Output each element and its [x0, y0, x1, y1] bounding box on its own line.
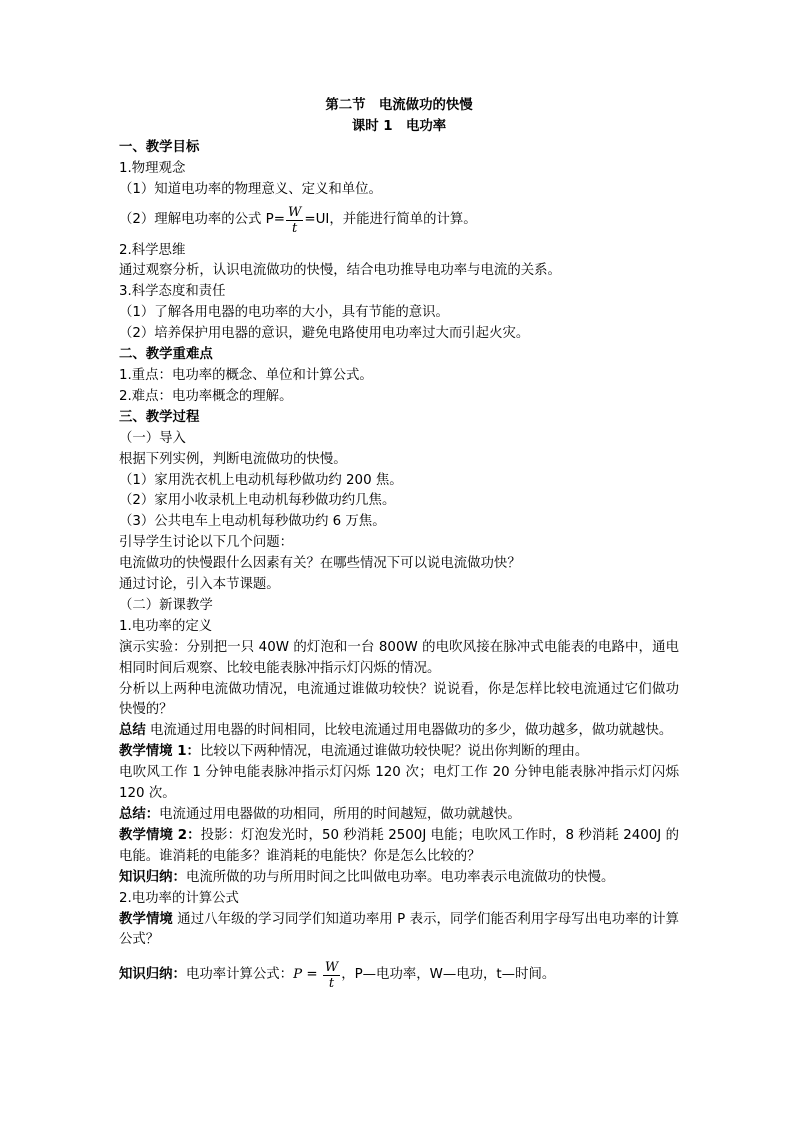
intro-heading: （一）导入	[119, 430, 186, 446]
knowledge-2-suffix: ，P—电功率，W—电功，t—时间。	[341, 966, 556, 982]
scenario-1-label: 教学情境 1：	[119, 744, 200, 760]
formula-numerator: W	[324, 959, 339, 975]
physics-concept-heading: 1.物理观念	[119, 160, 186, 176]
difficult-point: 2.难点：电功率概念的理解。	[119, 388, 293, 404]
guide-text: 引导学生讨论以下几个问题：	[119, 535, 294, 551]
section-title: 第二节 电流做功的快慢	[325, 98, 473, 113]
summary-2-paragraph	[119, 805, 679, 826]
scenario-1-paragraph	[119, 742, 679, 763]
demo-paragraph: 演示实验：分别把一只 40W 的灯泡和一台 800W 的电吹风接在脉冲式电能表的电路中，通电相同时间后观察、比较电能表脉冲指示灯闪烁的情况。	[119, 639, 679, 676]
formula-heading: 2.电功率的计算公式	[119, 890, 239, 906]
goal-item-2	[119, 201, 679, 241]
scenario-3-label: 教学情境	[119, 911, 173, 927]
formula-denominator: t	[328, 975, 335, 991]
goal-item-1: （1）知道电功率的物理意义、定义和单位。	[119, 181, 382, 197]
scenario-3-text: 通过八年级的学习同学们知道功率用 P 表示，同学们能否利用字母写出电功率的计算公式？	[119, 911, 680, 948]
summary-2-text: 电流通过用电器做的功相同，所用的时间越短，做功就越快。	[159, 807, 521, 822]
scenario-1-text: 比较以下两种情况，电流通过谁做功较快呢？说出你判断的理由。	[199, 744, 589, 760]
knowledge-1-text: 电流所做的功与所用时间之比叫做电功率。电功率表示电流做功的快慢。	[185, 869, 615, 885]
knowledge-2-prefix: 电功率计算公式：	[185, 966, 294, 982]
knowledge-2-paragraph	[119, 955, 679, 995]
scenario-2-text: 投影：灯泡发光时，50 秒消耗 2500J 电能；电吹风工作时，8 秒消耗 2400J 的电能。谁消耗的电能多？谁消耗的电能快？你是怎么比较的？	[119, 827, 679, 864]
attitude-item-2: （2）培养保护用电器的意识，避免电路使用电功率过大而引起火灾。	[119, 326, 530, 342]
knowledge-1-paragraph	[119, 868, 679, 889]
scenario-3-paragraph	[119, 910, 679, 952]
analysis-paragraph: 分析以上两种电流做功情况，电流通过谁做功较快？说说看，你是怎样比较电流通过它们做功快慢的？	[119, 681, 679, 718]
document-page	[119, 96, 679, 995]
goal-item-2-suffix: =UI，并能进行简单的计算。	[304, 212, 477, 228]
summary-1-label: 总结	[119, 723, 146, 739]
attitude-item-1: （1）了解各用电器的电功率的大小，具有节能的意识。	[119, 305, 449, 321]
question-text: 电流做功的快慢跟什么因素有关？在哪些情况下可以说电流做功快？	[119, 556, 521, 572]
summary-1-text: 电流通过用电器的时间相同，比较电流通过用电器做功的多少，做功越多，做功就越快。	[145, 723, 673, 739]
formula-equals: =	[302, 966, 322, 982]
scenario-2-paragraph	[119, 826, 679, 868]
summary-1-paragraph	[119, 721, 679, 742]
goals-heading: 一、教学目标	[119, 139, 200, 155]
scenario-2-label: 教学情境 2：	[119, 827, 201, 843]
lesson-title: 课时 1 电功率	[351, 118, 447, 134]
example-2: （2）家用小收录机上电动机每秒做功约几焦。	[119, 493, 396, 509]
science-thinking-heading: 2.科学思维	[119, 242, 186, 258]
power-formula-fraction	[323, 960, 340, 991]
power-fraction	[286, 205, 303, 236]
definition-heading: 1.电功率的定义	[119, 618, 213, 634]
fraction-denominator: t	[292, 221, 298, 237]
fraction-numerator: W	[287, 205, 302, 221]
science-thinking-text: 通过观察分析，认识电流做功的快慢，结合电功推导电功率与电流的关系。	[119, 263, 561, 279]
summary-2-label: 总结：	[119, 807, 160, 822]
formula-lhs: P	[293, 966, 303, 982]
process-heading: 三、教学过程	[119, 409, 200, 425]
example-3: （3）公共电车上电动机每秒做功约 6 万焦。	[119, 514, 386, 530]
new-lesson-heading: （二）新课教学	[119, 597, 213, 613]
knowledge-1-label: 知识归纳：	[119, 869, 186, 885]
knowledge-2-label: 知识归纳：	[119, 966, 186, 982]
scenario-1-detail: 电吹风工作 1 分钟电能表脉冲指示灯闪烁 120 次；电灯工作 20 分钟电能表脉冲指示灯闪烁 120 次。	[119, 765, 679, 802]
example-1: （1）家用洗衣机上电动机每秒做功约 200 焦。	[119, 472, 403, 488]
goal-item-2-prefix: （2）理解电功率的公式 P=	[119, 212, 285, 228]
key-point: 1.重点：电功率的概念、单位和计算公式。	[119, 367, 373, 383]
attitude-heading: 3.科学态度和责任	[119, 284, 226, 300]
intro-text: 根据下列实例，判断电流做功的快慢。	[119, 451, 347, 467]
key-points-heading: 二、教学重难点	[119, 347, 213, 363]
discussion-text: 通过讨论，引入本节课题。	[119, 577, 280, 593]
